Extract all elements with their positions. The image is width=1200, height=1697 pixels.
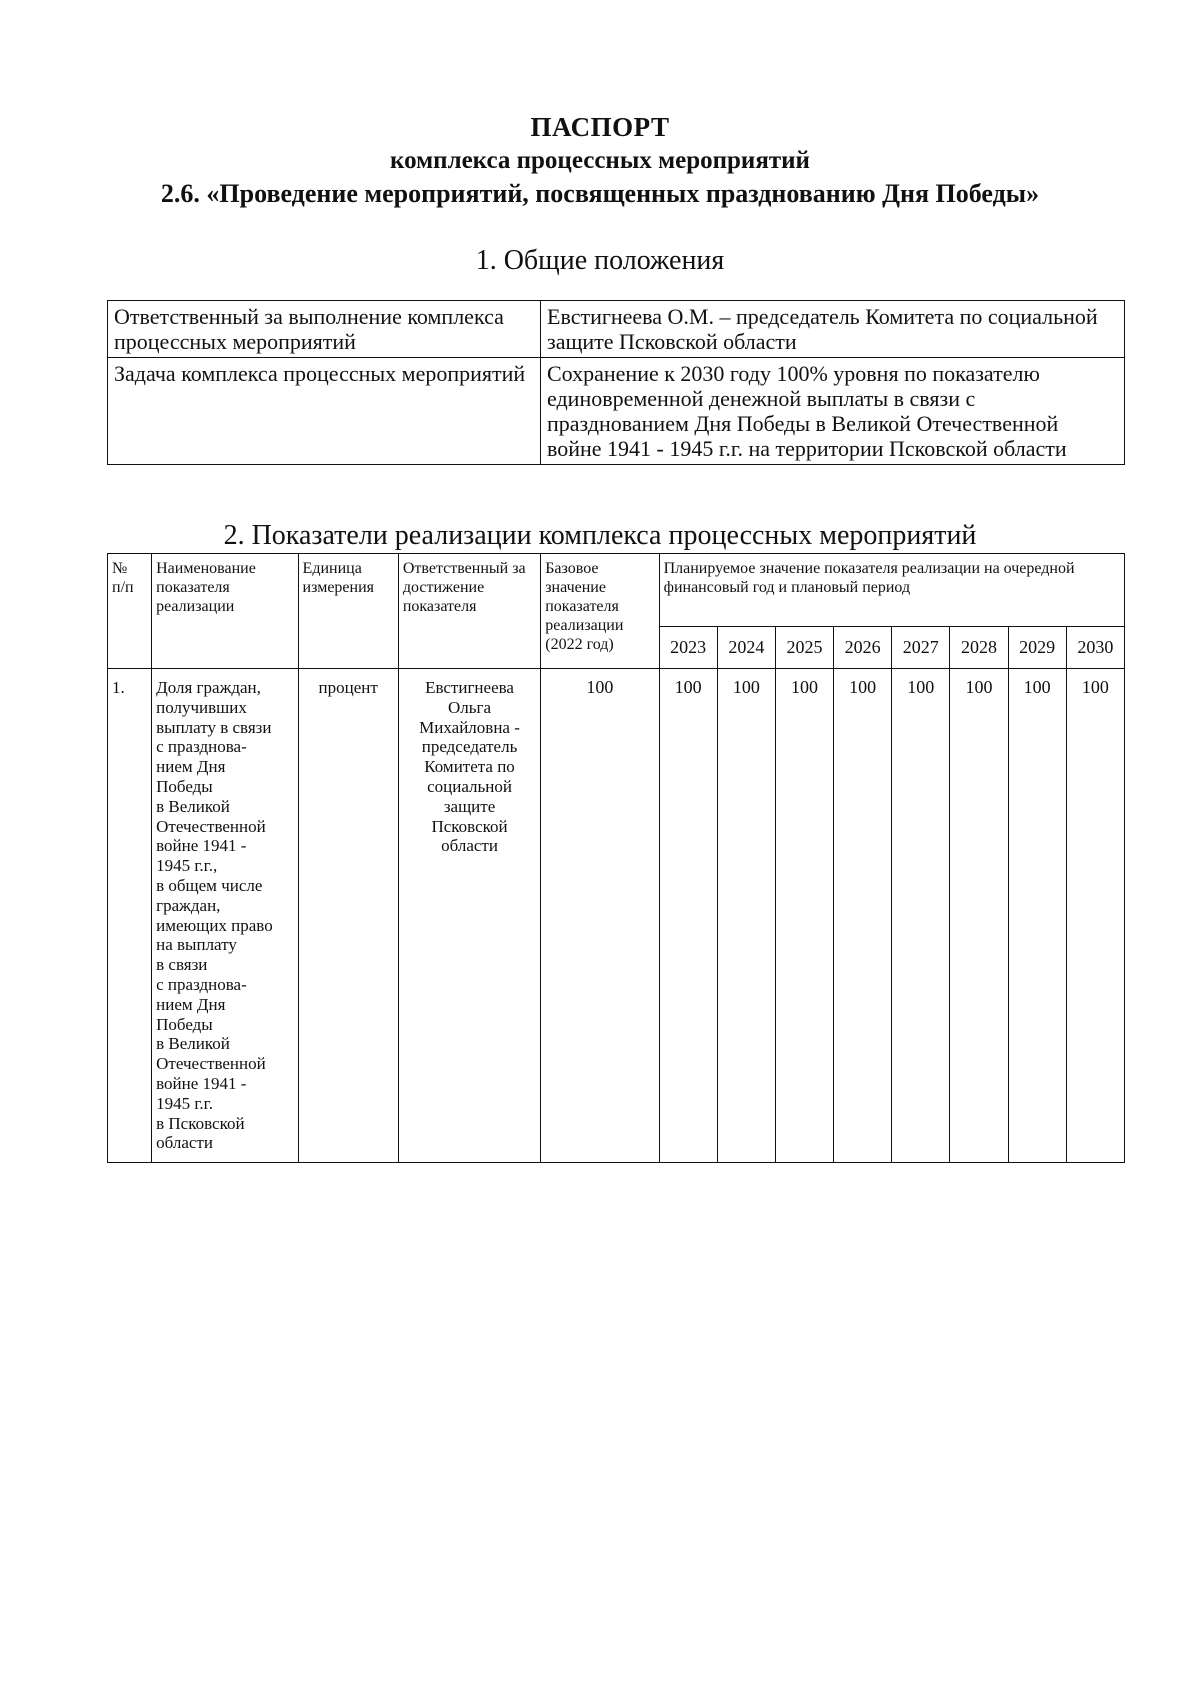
col-header-year: 2027 bbox=[892, 627, 950, 669]
base-value: 100 bbox=[541, 669, 659, 1163]
col-header-year: 2024 bbox=[717, 627, 775, 669]
planned-value: 100 bbox=[950, 669, 1008, 1163]
col-header-responsible: Ответственный за достижение показателя bbox=[398, 554, 540, 669]
col-header-year: 2030 bbox=[1066, 627, 1124, 669]
responsible-label: Ответственный за выполнение комплекса процессных мероприятий bbox=[108, 301, 541, 358]
planned-value: 100 bbox=[834, 669, 892, 1163]
col-header-planned: Планируемое значение показателя реализации на очередной финансовый год и плановый период bbox=[659, 554, 1124, 627]
section2-heading: 2. Показатели реализации комплекса процессных мероприятий bbox=[223, 520, 977, 551]
header-row bbox=[108, 554, 1125, 627]
program-name: 2.6. «Проведение мероприятий, посвященных празднованию Дня Победы» bbox=[160, 179, 1040, 208]
row-number: 1. bbox=[108, 669, 152, 1163]
responsible-value: Евстигнеева О.М. – председатель Комитета по социальной защите Псковской области bbox=[541, 301, 1125, 358]
planned-value: 100 bbox=[717, 669, 775, 1163]
planned-value: 100 bbox=[659, 669, 717, 1163]
general-info-table bbox=[107, 300, 1125, 465]
col-header-unit: Единица измерения bbox=[298, 554, 398, 669]
section1-heading: 1. Общие положения bbox=[475, 245, 725, 276]
table-row bbox=[108, 301, 1125, 358]
document-subtitle: комплекса процессных мероприятий bbox=[390, 147, 810, 174]
indicators-table bbox=[107, 553, 1125, 1163]
planned-value: 100 bbox=[775, 669, 833, 1163]
document-title: ПАСПОРТ bbox=[530, 112, 670, 142]
col-header-base: Базовое значение показателя реализации (2022 год) bbox=[541, 554, 659, 669]
col-header-year: 2025 bbox=[775, 627, 833, 669]
table-row bbox=[108, 669, 1125, 1163]
indicator-responsible: Евстигнеева Ольга Михайловна - председатель Комитета по социальной защите Псковской области bbox=[398, 669, 540, 1163]
title-block bbox=[0, 112, 1200, 210]
col-header-year: 2026 bbox=[834, 627, 892, 669]
planned-value: 100 bbox=[1066, 669, 1124, 1163]
task-label: Задача комплекса процессных мероприятий bbox=[108, 358, 541, 465]
col-header-year: 2023 bbox=[659, 627, 717, 669]
table-row bbox=[108, 358, 1125, 465]
planned-value: 100 bbox=[892, 669, 950, 1163]
col-header-no: № п/п bbox=[108, 554, 152, 669]
indicator-unit: процент bbox=[298, 669, 398, 1163]
col-header-name: Наименование показателя реализации bbox=[152, 554, 298, 669]
col-header-year: 2029 bbox=[1008, 627, 1066, 669]
indicator-name: Доля граждан, получивших выплату в связи с празднова- нием Дня Победы в Великой Отечественной войне 1941 - 1945 г.г., в общем числе граждан, имеющих право на выплату в связи с празднова- нием Дня Победы в Великой Отечественной войне 1941 - 1945 г.г. в Псковской области bbox=[152, 669, 298, 1163]
col-header-year: 2028 bbox=[950, 627, 1008, 669]
planned-value: 100 bbox=[1008, 669, 1066, 1163]
task-value: Сохранение к 2030 году 100% уровня по показателю единовременной денежной выплаты в связи с празднованием Дня Победы в Великой Отечественной войне 1941 - 1945 г.г. на территории Псковской области bbox=[541, 358, 1125, 465]
